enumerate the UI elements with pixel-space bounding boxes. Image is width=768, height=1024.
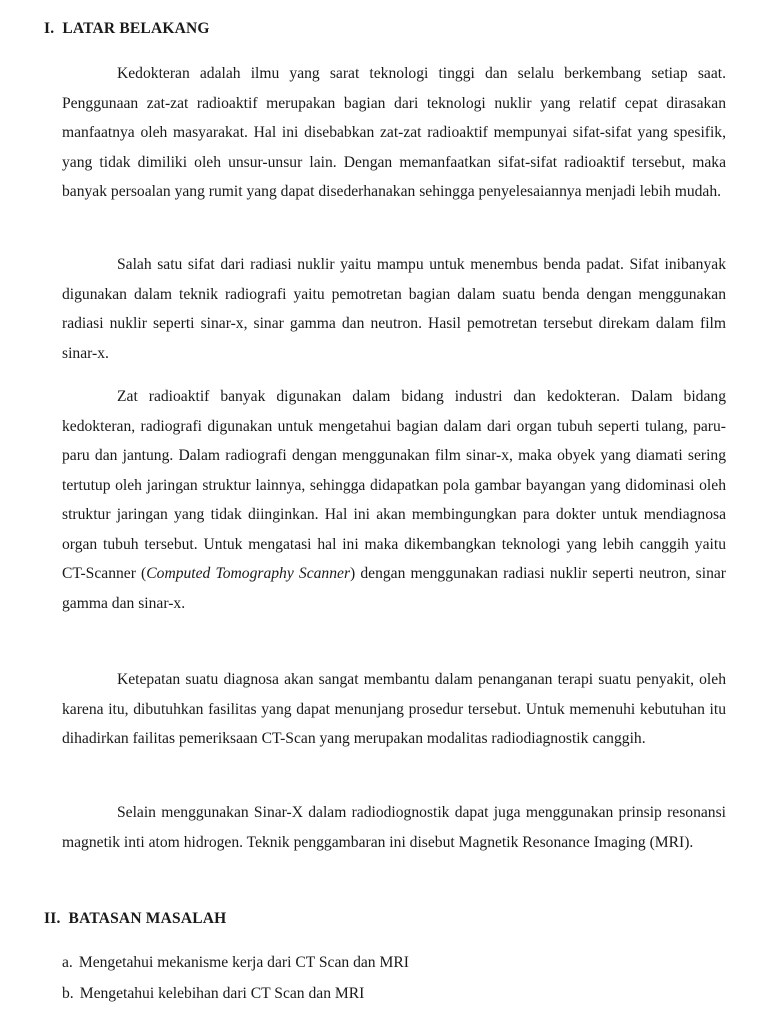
paragraph-2: Salah satu sifat dari radiasi nuklir yaitu mampu untuk menembus benda padat. Sifat inibanyak digunakan dalam teknik radiografi yaitu pemotretan bagian dalam suatu benda dengan menggunakan radiasi nuklir seperti sinar-x, sinar gamma dan neutron. Hasil pemotretan tersebut direkam dalam film sinar-x. [62,256,726,362]
list-item-text: Mengetahui kelebihan dari CT Scan dan MRI [79,985,365,1002]
list-marker: a. [62,954,73,971]
paragraph-1: Kedokteran adalah ilmu yang sarat teknologi tinggi dan selalu berkembang setiap saat. Penggunaan zat-zat radioaktif merupakan bagian dari teknologi nuklir yang relatif cepat dirasakan manfaatnya oleh masyarakat. Hal ini disebabkan zat-zat radioaktif mempunyai sifat-sifat yang spesifik, yang tidak dimiliki oleh unsur-unsur lain. Dengan memanfaatkan sifat-sifat radioaktif tersebut, maka banyak persoalan yang rumit yang dapat disederhanakan sehingga penyelesaiannya menjadi lebih mudah. [62,65,726,200]
list-item-a [62,954,409,972]
paragraph-3 [62,382,726,618]
section-number: I. [44,20,55,37]
section-number: II. [44,910,61,927]
list-item-text: Mengetahui mekanisme kerja dari CT Scan dan MRI [78,954,409,971]
section-heading-batasan-masalah [44,910,226,928]
paragraph-3-text-end: ) dengan menggunakan radiasi nuklir seperti neutron, sinar gamma dan sinar-x. [62,565,726,612]
paragraph-5: Selain menggunakan Sinar-X dalam radiodiognostik dapat juga menggunakan prinsip resonansi magnetik inti atom hidrogen. Teknik penggambaran ini disebut Magnetik Resonance Imaging (MRI). [62,804,726,851]
paragraph-3-italic-term: Computed Tomography Scanner [146,565,351,582]
section-title: BATASAN MASALAH [68,910,227,927]
list-marker: b. [62,985,74,1002]
paragraph-3-text-start: Zat radioaktif banyak digunakan dalam bidang industri dan kedokteran. Dalam bidang kedokteran, radiografi digunakan untuk mengetahui bagian dalam dari organ tubuh seperti tulang, paru-paru dan jantung. Dalam radiografi dengan menggunakan film sinar-x, maka obyek yang diamati sering tertutup oleh jaringan struktur lainnya, sehingga didapatkan pola gambar bayangan yang didominasi oleh struktur jaringan yang tidak diinginkan. Hal ini akan membingungkan para dokter untuk mendiagnosa organ tubuh tersebut. Untuk mengatasi hal ini maka dikembangkan teknologi yang lebih canggih yaitu CT-Scanner ( [62,388,726,582]
section-title: LATAR BELAKANG [62,20,210,37]
paragraph-4: Ketepatan suatu diagnosa akan sangat membantu dalam penanganan terapi suatu penyakit, oleh karena itu, dibutuhkan fasilitas yang dapat menunjang prosedur tersebut. Untuk memenuhi kebutuhan itu dihadirkan failitas pemeriksaan CT-Scan yang merupakan modalitas radiodiagnostik canggih. [62,671,726,747]
list-item-b [62,985,364,1003]
section-heading-latar-belakang [44,20,210,38]
